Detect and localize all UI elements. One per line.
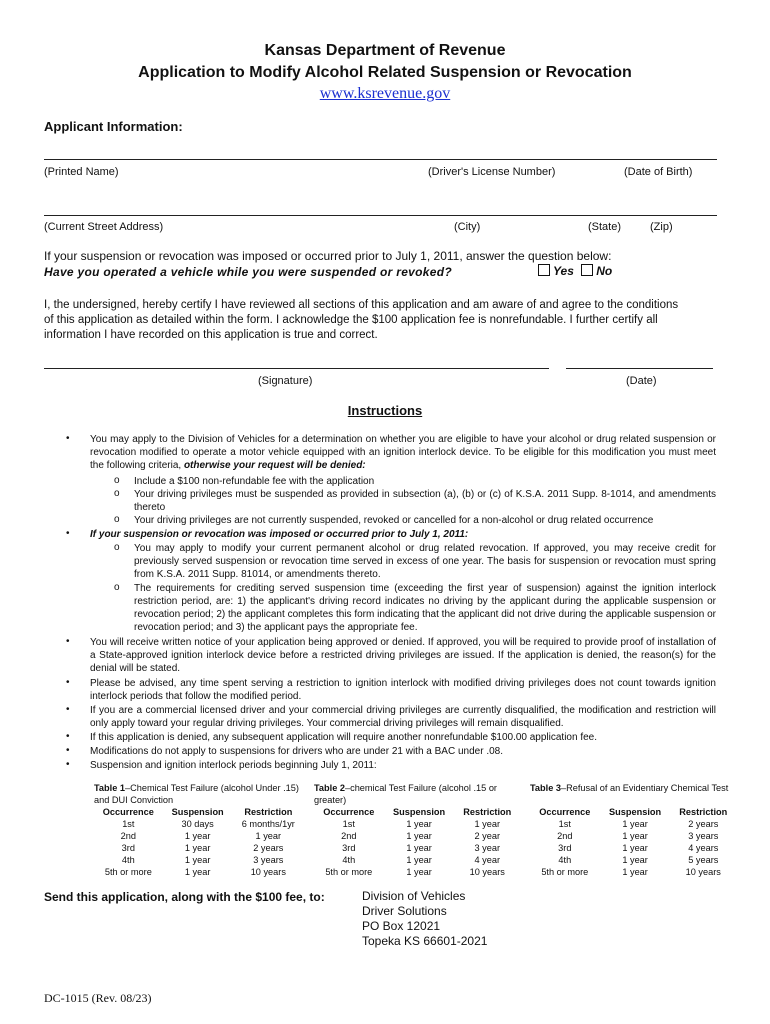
- instruction-3: You will receive written notice of your application being approved or denied. If approved, you will be required to provide proof of installation of a State-approved ignition interlock device before a restricted driving privileges are issued. If the application is denied, the reason(s) for the denial will be stated.: [90, 637, 716, 674]
- sub-bullet-icon: o: [114, 542, 120, 553]
- table-2-caption: Table 2–chemical Test Failure (alcohol .15 or greater): [314, 783, 497, 805]
- table-row: 2nd 1 year 1 year: [120, 831, 282, 841]
- signature-label: (Signature): [258, 375, 313, 387]
- date-of-birth-label: (Date of Birth): [624, 166, 693, 178]
- address-line-4: Topeka KS 66601-2021: [362, 934, 488, 948]
- instructions-title: Instructions: [347, 403, 423, 418]
- table-row: 4th 1 year 4 year: [342, 855, 501, 865]
- table-row: 4th 1 year 5 years: [558, 855, 719, 865]
- bullet-icon: •: [66, 759, 70, 770]
- instruction-2-sub-1: You may apply to modify your current permanent alcohol or drug related revocation. If approved, you may receive credit for previously served suspension or revocation time served in excess of one year. The basis for suspension or revocation must spring from K.S.A. 2011 Supp. 81014, or amendments thereto.: [134, 543, 716, 580]
- form-id: DC-1015 (Rev. 08/23): [44, 991, 152, 1005]
- instruction-2: If your suspension or revocation was imposed or occurred prior to July 1, 2011:: [90, 529, 469, 540]
- instruction-1: You may apply to the Division of Vehicles for a determination on whether you are eligible to have your alcohol or drug related suspension or revocation modified to operate a motor vehicle equipped with an ignition interlock device. To be eligible for this modification you must meet the following criteria, otherwise your request will be denied:: [90, 434, 716, 471]
- yes-checkbox[interactable]: [538, 264, 550, 276]
- mailing-label: Send this application, along with the $100 fee, to:: [44, 890, 325, 904]
- question-text: Have you operated a vehicle while you were suspended or revoked?: [44, 265, 452, 279]
- address-line-1: Division of Vehicles: [362, 889, 466, 903]
- instruction-1-sub-3: Your driving privileges are not currently suspended, revoked or cancelled for a non-alcohol or drug related occurrence: [134, 515, 654, 526]
- mailing-address: [362, 889, 487, 949]
- bullet-icon: •: [66, 433, 70, 444]
- table-row: 5th or more 1 year 10 years: [541, 867, 721, 877]
- table-1: [94, 782, 304, 878]
- instruction-7: Modifications do not apply to suspensions for drivers who are under 21 with a BAC under .08.: [90, 746, 504, 757]
- signature-line[interactable]: [44, 368, 549, 369]
- applicant-section-title: Applicant Information:: [44, 119, 183, 134]
- yes-label: Yes: [553, 264, 574, 278]
- table-row: 1st 30 days 6 months/1yr: [122, 819, 295, 829]
- answer-choices: [538, 264, 612, 278]
- instruction-6: If this application is denied, any subsequent application will require another nonrefundable $100.00 application fee.: [90, 732, 598, 743]
- zip-label: (Zip): [650, 221, 673, 233]
- instruction-5: If you are a commercial licensed driver and your commercial driving privileges are currently disqualified, the modification and restriction will only apply toward your regular driving privileges. Your commercial driving privileges will remain disqualified.: [90, 705, 716, 729]
- website-link[interactable]: www.ksrevenue.gov: [319, 85, 451, 102]
- table-row: 1st 1 year 2 years: [558, 819, 719, 829]
- table-3: [530, 782, 736, 878]
- instruction-1-sub-2: Your driving privileges must be suspended as provided in subsection (a), (b) or (c) of K.S.A. 2011 Supp. 8-1014, and amendments thereto: [134, 489, 716, 513]
- table-row: 3rd 1 year 4 years: [558, 843, 719, 853]
- instruction-8: Suspension and ignition interlock periods beginning July 1, 2011:: [90, 760, 377, 771]
- instruction-2-sub-2: The requirements for crediting served suspension time (exceeding the first year of suspension) against the ignition interlock restriction period, are: 1) the applicant's driving record indicates no driving by the applicant during the applicable suspension or revocation period; 2) the applicant completes this form indicating that the applicant did not drive during the applicable suspension or revocation period; and 3) the applicant pays the appropriate fee.: [134, 583, 716, 633]
- instruction-1-sub-1: Include a $100 non-refundable fee with the application: [134, 476, 375, 487]
- street-address-label: (Current Street Address): [44, 221, 164, 233]
- table-row: 3rd 1 year 2 years: [121, 843, 284, 853]
- city-label: (City): [454, 221, 481, 233]
- table-1-caption: Table 1–Chemical Test Failure (alcohol Under .15) and DUI Conviction: [94, 783, 299, 805]
- table-3-caption: Table 3–Refusal of an Evidentiary Chemical Test: [530, 783, 729, 793]
- table-row: 4th 1 year 3 years: [121, 855, 284, 865]
- instruction-4: Please be advised, any time spent serving a restriction to ignition interlock with modified driving privileges does not count towards ignition interlock periods that follow the modified period.: [90, 678, 716, 702]
- address-line-2: Driver Solutions: [362, 904, 447, 918]
- bullet-icon: •: [66, 731, 70, 742]
- date-line[interactable]: [566, 368, 713, 369]
- printed-name-label: (Printed Name): [44, 166, 119, 178]
- bullet-icon: •: [66, 677, 70, 688]
- bullet-icon: •: [66, 745, 70, 756]
- table-row: 2nd 1 year 2 year: [341, 831, 501, 841]
- bullet-icon: •: [66, 636, 70, 647]
- table-2-grid: Occurrence Suspension Restriction 1st 1 year 1 year 2nd 1 year 2 year 3rd 1 year 3 year 4th 1 year 4 year 5th or more 1 year 10 years: [314, 806, 520, 878]
- question-intro: If your suspension or revocation was imposed or occurred prior to July 1, 2011, answer the question below:: [44, 249, 612, 263]
- sub-bullet-icon: o: [114, 488, 120, 499]
- table-1-grid: Occurrence Suspension Restriction 1st 30 days 6 months/1yr 2nd 1 year 1 year 3rd 1 year 2 years 4th 1 year 3 years 5th or more 1 year 10 years: [94, 806, 304, 878]
- table-3-grid: Occurrence Suspension Restriction 1st 1 year 2 years 2nd 1 year 3 years 3rd 1 year 4 years 4th 1 year 5 years 5th or more 1 year 10 years: [530, 806, 736, 878]
- table-2: [314, 782, 520, 878]
- table-row: 5th or more 1 year 10 years: [325, 867, 505, 877]
- form-title: Application to Modify Alcohol Related Suspension or Revocation: [138, 64, 632, 81]
- table-row: 3rd 1 year 3 year: [342, 843, 501, 853]
- agency-title: Kansas Department of Revenue: [264, 42, 506, 59]
- certification-text: I, the undersigned, hereby certify I have reviewed all sections of this application and am aware of and agree to the conditions of this application as detailed within the form. I acknowledge the $100 application fee is nonrefundable. I further certify all information I have recorded on this application is true and correct.: [44, 299, 679, 341]
- sub-bullet-icon: o: [114, 475, 120, 486]
- bullet-icon: •: [66, 704, 70, 715]
- no-checkbox[interactable]: [581, 264, 593, 276]
- address-line[interactable]: [44, 215, 717, 216]
- bullet-icon: •: [66, 528, 70, 539]
- address-line-3: PO Box 12021: [362, 919, 441, 933]
- table-row: 1st 1 year 1 year: [342, 819, 501, 829]
- no-label: No: [596, 264, 613, 278]
- date-label: (Date): [626, 375, 657, 387]
- table-row: 2nd 1 year 3 years: [557, 831, 719, 841]
- state-label: (State): [588, 221, 622, 233]
- printed-name-line[interactable]: [44, 159, 717, 160]
- sub-bullet-icon: o: [114, 582, 120, 593]
- sub-bullet-icon: o: [114, 514, 120, 525]
- table-row: 5th or more 1 year 10 years: [104, 867, 286, 877]
- license-number-label: (Driver's License Number): [428, 166, 556, 178]
